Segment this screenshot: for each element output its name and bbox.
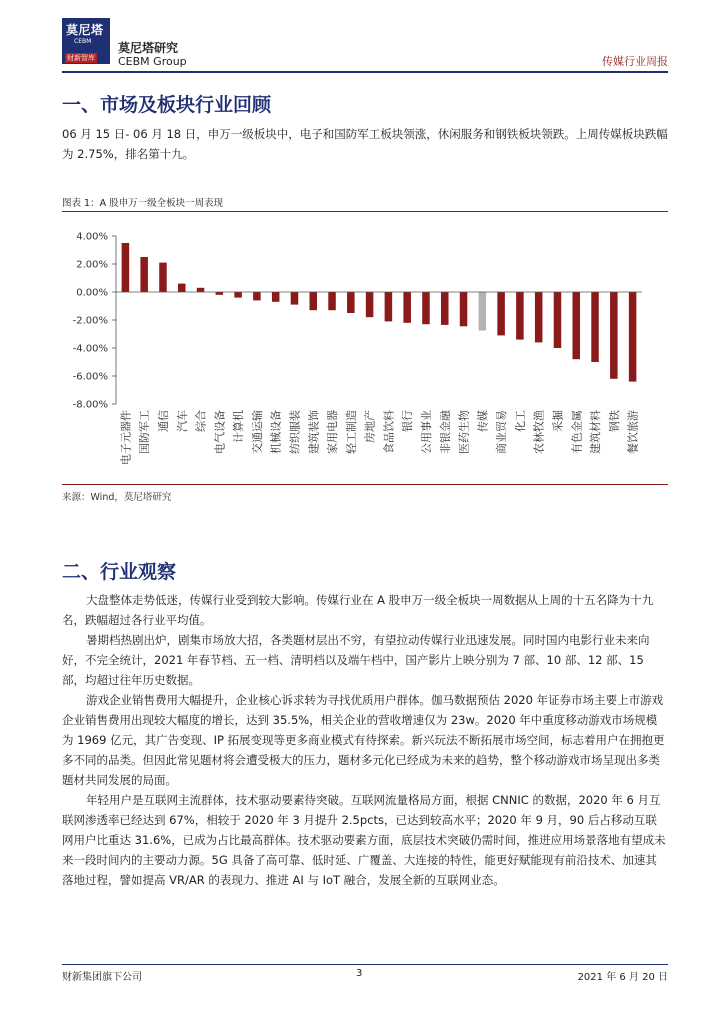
bar	[460, 292, 468, 326]
category-label: 建筑材料	[589, 410, 603, 454]
category-label: 机械设备	[269, 410, 283, 454]
category-label: 钢铁	[607, 410, 621, 432]
bar	[197, 288, 205, 292]
category-label: 商业贸易	[495, 410, 509, 454]
bar	[591, 292, 599, 362]
bar	[122, 243, 130, 292]
figure-bottom-rule	[62, 484, 668, 485]
category-label: 计算机	[232, 410, 246, 443]
category-label: 通信	[156, 410, 170, 432]
category-label: 银行	[401, 410, 415, 432]
category-label: 医药生物	[457, 410, 471, 454]
y-tick-label: -4.00%	[72, 343, 108, 355]
bar	[554, 292, 562, 348]
figure-source: 来源：Wind，莫尼塔研究	[62, 492, 172, 503]
y-tick-label: -2.00%	[72, 315, 108, 327]
category-label: 传媒	[476, 410, 490, 432]
bar	[253, 292, 261, 300]
category-label: 公用事业	[419, 410, 433, 454]
category-label: 汽车	[175, 410, 189, 432]
section2-paragraph-4: 年轻用户是互联网主流群体，技术驱动要素待突破。互联网流量格局方面，根据 CNNIC 的数据，2020 年 6 月互联网渗透率已经达到 67%，相较于 2020 年 3 月提升 2.5pcts，已达到较高水平；2020 年 9 月，90 后占移动互联网用户比重达 31.6%，已成为占比最高群体。技术驱动要素方面，底层技术突破仍需时间，推进应用场景落地有望成未来一段时间内的主要动力源。5G 具备了高可靠、低时延、广覆盖、大连接的特性，能更好赋能现有前沿技术、加速其落地过程，譬如提高 VR/AR 的表现力、推进 AI 与 IoT 融合，发展全新的互联网业态。	[62, 793, 666, 887]
y-tick-label: -8.00%	[72, 399, 108, 411]
bar	[272, 292, 280, 302]
section2-title: 二、行业观察	[62, 561, 177, 583]
bar	[366, 292, 374, 317]
bar	[328, 292, 336, 310]
category-label: 房地产	[363, 410, 377, 443]
bar	[572, 292, 580, 359]
page-number: 3	[356, 968, 363, 979]
bar	[385, 292, 393, 321]
header-divider	[62, 71, 668, 73]
bar	[403, 292, 411, 323]
y-tick-label: 0.00%	[76, 287, 108, 299]
section1-title: 一、市场及板块行业回顾	[62, 94, 272, 116]
section1-paragraph: 06 月 15 日- 06 月 18 日，申万一级板块中，电子和国防军工板块领涨，休闲服务和钢铁板块领跌。上周传媒板块跌幅为 2.75%，排名第十九。	[62, 127, 668, 161]
brand-name-cn: 莫尼塔研究	[118, 41, 179, 55]
y-tick-label: -6.00%	[72, 371, 108, 383]
bar	[178, 284, 186, 292]
category-label: 电子元器件	[119, 410, 133, 465]
footer-company: 财新集团旗下公司	[62, 972, 142, 983]
bar	[347, 292, 355, 313]
bar	[159, 263, 167, 292]
y-tick-label: 4.00%	[76, 231, 108, 243]
category-label: 家用电器	[326, 410, 340, 454]
category-label: 非银金融	[438, 410, 452, 454]
bar	[291, 292, 299, 305]
bar	[497, 292, 505, 335]
bar	[216, 292, 224, 295]
bar	[309, 292, 317, 310]
category-label: 电气设备	[213, 410, 227, 454]
bar	[629, 292, 637, 382]
category-label: 餐饮旅游	[626, 410, 640, 454]
bar	[234, 292, 242, 298]
footer-divider	[62, 964, 668, 965]
bar	[140, 257, 148, 292]
logo-subtext: 财新智库	[67, 54, 95, 62]
category-label: 食品饮料	[382, 410, 396, 454]
category-label: 交通运输	[250, 410, 264, 454]
category-label: 化工	[513, 410, 527, 432]
bar	[422, 292, 430, 324]
bar	[441, 292, 449, 325]
brand-name-en: CEBM Group	[118, 55, 187, 68]
category-label: 农林牧渔	[532, 410, 546, 455]
section2-paragraph-3: 游戏企业销售费用大幅提升，企业核心诉求转为寻找优质用户群体。伽马数据预估 2020 年证券市场主要上市游戏企业销售费用出现较大幅度的增长，达到 35.5%，相关企业的营收增速仅为 23w。2020 年中重度移动游戏市场规模为 1969 亿元，其广告变现、IP 拓展变现等更多商业模式有待探索。新兴玩法不断拓展市场空间，标志着用户在拥抱更多不同的品类。但因此常见题材将会遭受极大的压力，题材多元化已经成为未来的趋势，整个移动游戏市场呈现出多类题材共同发展的局面。	[62, 693, 665, 787]
footer-date: 2021 年 6 月 20 日	[577, 972, 668, 983]
bar	[516, 292, 524, 340]
y-tick-label: 2.00%	[76, 259, 108, 271]
logo-text-cn: 莫尼塔	[66, 23, 104, 37]
bar-chart	[62, 212, 668, 484]
logo-text-en: CEBM	[74, 38, 92, 45]
figure-title: 图表 1：A 股申万一级全板块一周表现	[62, 198, 224, 209]
category-label: 建筑装饰	[307, 410, 321, 454]
bar	[535, 292, 543, 342]
category-label: 采掘	[551, 410, 565, 432]
category-label: 有色金属	[570, 410, 584, 454]
section2-paragraph-2: 暑期档热剧出炉，剧集市场放大招，各类题材层出不穷，有望拉动传媒行业迅速发展。同时国内电影行业未来向好，不完全统计，2021 年春节档、五一档、清明档以及端午档中，国产影片上映分别为 7 部、10 部、12 部、15 部，均超过往年历史数据。	[62, 633, 650, 687]
bar	[479, 292, 487, 331]
bar	[610, 292, 618, 379]
category-label: 综合	[194, 410, 208, 432]
section2-paragraph-1: 大盘整体走势低迷，传媒行业受到较大影响。传媒行业在 A 股申万一级全板块一周数据从上周的十五名降为十九名，跌幅超过各行业平均值。	[62, 593, 654, 627]
category-label: 国防军工	[138, 410, 152, 454]
category-label: 轻工制造	[344, 410, 358, 454]
category-label: 纺织服装	[288, 410, 302, 454]
report-type: 传媒行业周报	[602, 55, 668, 68]
